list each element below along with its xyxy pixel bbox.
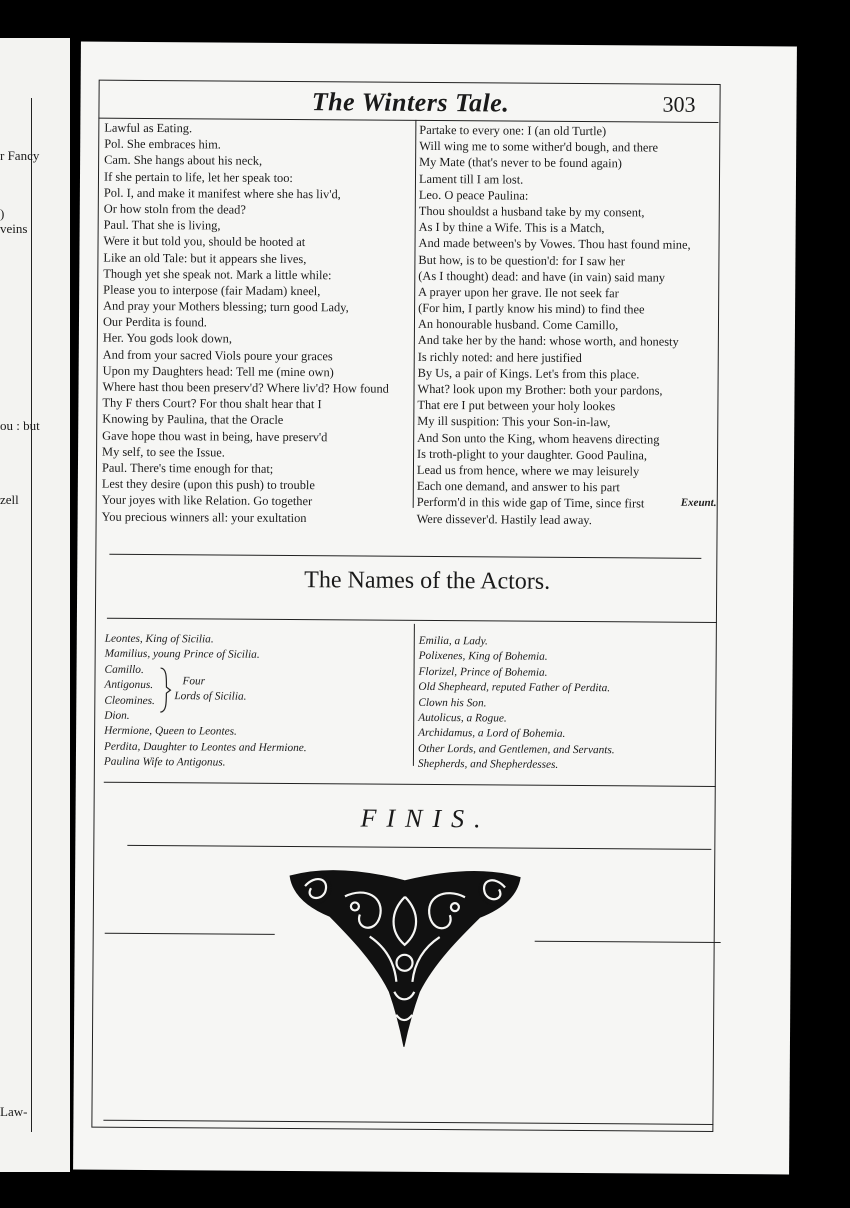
- brace-label: [174, 674, 246, 705]
- text-line: My ill suspition: This your Son-in-law,: [417, 414, 611, 430]
- text-line: (For him, I partly know his mind) to find thee: [418, 300, 645, 317]
- facing-fragment: ): [0, 206, 5, 221]
- text-line: Lament till I am lost.: [418, 171, 524, 187]
- text-line: Her. You gods look down,: [102, 331, 233, 347]
- cast-entry: Clown his Son.: [418, 696, 487, 709]
- text-line: You precious winners all: your exultation: [101, 509, 307, 525]
- brace-label-line: Lords of Sicilia.: [174, 690, 247, 704]
- actors-heading: The Names of the Actors.: [304, 567, 551, 595]
- text-line: Leo. O peace Paulina:: [418, 187, 529, 203]
- text-line: My self, to see the Issue.: [102, 444, 225, 460]
- cast-entry: Antigonus.: [104, 678, 154, 692]
- text-line: Knowing by Paulina, that the Oracle: [102, 412, 284, 428]
- text-line: Were dissever'd. Hastily lead away.: [416, 511, 592, 527]
- text-line: Is richly noted: and here justified: [417, 349, 582, 365]
- text-line: Lawful as Eating.: [104, 120, 193, 136]
- text-line: Thou shouldst a husband take by my consent,: [418, 203, 645, 220]
- text-line: As I by thine a Wife. This is a Match,: [418, 220, 605, 236]
- facing-fragment: veins: [0, 221, 28, 236]
- cast-entry: Emilia, a Lady.: [418, 634, 488, 648]
- cast-brace: [158, 667, 172, 713]
- text-line: Like an old Tale: but it appears she lives,: [103, 250, 307, 266]
- text-line: And from your sacred Viols poure your graces: [102, 347, 333, 363]
- text-line: Or how stoln from the dead?: [103, 201, 246, 217]
- cast-entry: Shepherds, and Shepherdesses.: [417, 758, 559, 771]
- text-line: And Son unto the King, whom heavens directing: [417, 430, 660, 447]
- text-line: And take her by the hand: whose worth, and honesty: [417, 333, 679, 350]
- text-line: An honourable husband. Come Camillo,: [417, 317, 619, 333]
- cast-entry: Old Shepheard, reputed Father of Perdita.: [418, 681, 611, 695]
- cast-entry: Perdita, Daughter to Leontes and Hermione.: [103, 740, 307, 754]
- cast-entry: Autolicus, a Rogue.: [418, 711, 507, 725]
- brace-label-line: Four: [182, 675, 206, 688]
- text-line: Your joyes with like Relation. Go together: [101, 492, 313, 509]
- text-line: Each one demand, and answer to his part: [416, 478, 620, 495]
- text-line: Pol. I, and make it manifest where she has liv'd,: [103, 185, 341, 202]
- cast-entry: Polixenes, King of Bohemia.: [418, 650, 548, 664]
- ornament-tailpiece: [284, 866, 525, 1053]
- book-page: [73, 42, 797, 1175]
- left-text-column: [102, 120, 391, 527]
- cast-entry: Paulina Wife to Antigonus.: [103, 755, 226, 769]
- text-line: If she pertain to life, let her speak too:: [103, 169, 293, 185]
- facing-fragment: r Fancy: [0, 148, 40, 163]
- text-line: Pol. She embraces him.: [104, 136, 221, 152]
- cast-entry: Dion.: [104, 709, 130, 722]
- text-line: Were it but told you, should be hooted at: [103, 233, 306, 250]
- exeunt-direction: Exeunt.: [680, 496, 717, 509]
- cast-entry: Cleomines.: [104, 694, 155, 707]
- text-line: That ere I put between your holy lookes: [417, 398, 616, 414]
- text-line: Our Perdita is found.: [102, 314, 207, 330]
- text-line: Paul. There's time enough for that;: [101, 460, 274, 476]
- cast-entry: Florizel, Prince of Bohemia.: [418, 665, 548, 679]
- facing-fragment: ou : but: [0, 418, 40, 433]
- text-line: Gave hope thou wast in being, have preserv'd: [102, 428, 328, 444]
- text-line: Will wing me to some wither'd bough, and there: [419, 139, 659, 155]
- cast-entry: Leontes, King of Sicilia.: [104, 632, 214, 646]
- text-line: Please you to interpose (fair Madam) kneel,: [103, 282, 321, 299]
- page-number: 303: [662, 91, 696, 117]
- text-line: Cam. She hangs about his neck,: [104, 153, 263, 169]
- text-line: And made between's by Vowes. Thou hast found mine,: [418, 236, 691, 253]
- text-line: (As I thought) dead: and have (in vain) said many: [418, 268, 666, 285]
- cast-entry: Hermione, Queen to Leontes.: [104, 725, 237, 738]
- finis: FINIS.: [360, 803, 491, 834]
- text-line: Lead us from hence, where we may leisurely: [416, 462, 640, 479]
- text-line: Though yet she speak not. Mark a little while:: [103, 266, 332, 282]
- cast-entry: Archidamus, a Lord of Bohemia.: [418, 727, 566, 741]
- running-title: The Winters Tale.: [311, 87, 510, 118]
- text-line: Paul. That she is living,: [103, 217, 221, 233]
- text-line: Thy F thers Court? For thou shalt hear that I: [102, 395, 322, 412]
- text-line: What? look upon my Brother: both your pardons,: [417, 381, 663, 398]
- facing-fragment: Law-: [0, 1104, 28, 1119]
- facing-fragment: zell: [0, 492, 19, 507]
- text-line: A prayer upon her grave. Ile not seek far: [418, 284, 619, 301]
- text-line: But how, is to be question'd: for I saw her: [418, 252, 626, 268]
- text-line: Lest they desire (upon this push) to trouble: [101, 476, 315, 493]
- text-line: And pray your Mothers blessing; turn good Lady,: [103, 298, 349, 315]
- text-line: Perform'd in this wide gap of Time, since first: [416, 495, 645, 511]
- text-line: Upon my Daughters head: Tell me (mine own): [102, 363, 334, 380]
- facing-page-rule: [31, 98, 32, 1132]
- cast-entry: Other Lords, and Gentlemen, and Servants.: [417, 742, 615, 756]
- facing-page: [0, 38, 70, 1172]
- cast-entry: Mamilius, young Prince of Sicilia.: [104, 648, 260, 662]
- text-line: By Us, a pair of Kings. Let's from this place.: [417, 365, 640, 382]
- text-line: My Mate (that's never to be found again): [419, 155, 622, 171]
- cast-entry: Camillo.: [104, 663, 144, 676]
- cast-list-right: [418, 634, 616, 774]
- text-line: Where hast thou been preserv'd? Where liv'd? How found: [102, 379, 389, 396]
- text-line: Partake to every one: I (an old Turtle): [419, 122, 607, 139]
- text-line: Is troth-plight to your daughter. Good Paulina,: [417, 446, 648, 463]
- right-text-column: [417, 122, 692, 529]
